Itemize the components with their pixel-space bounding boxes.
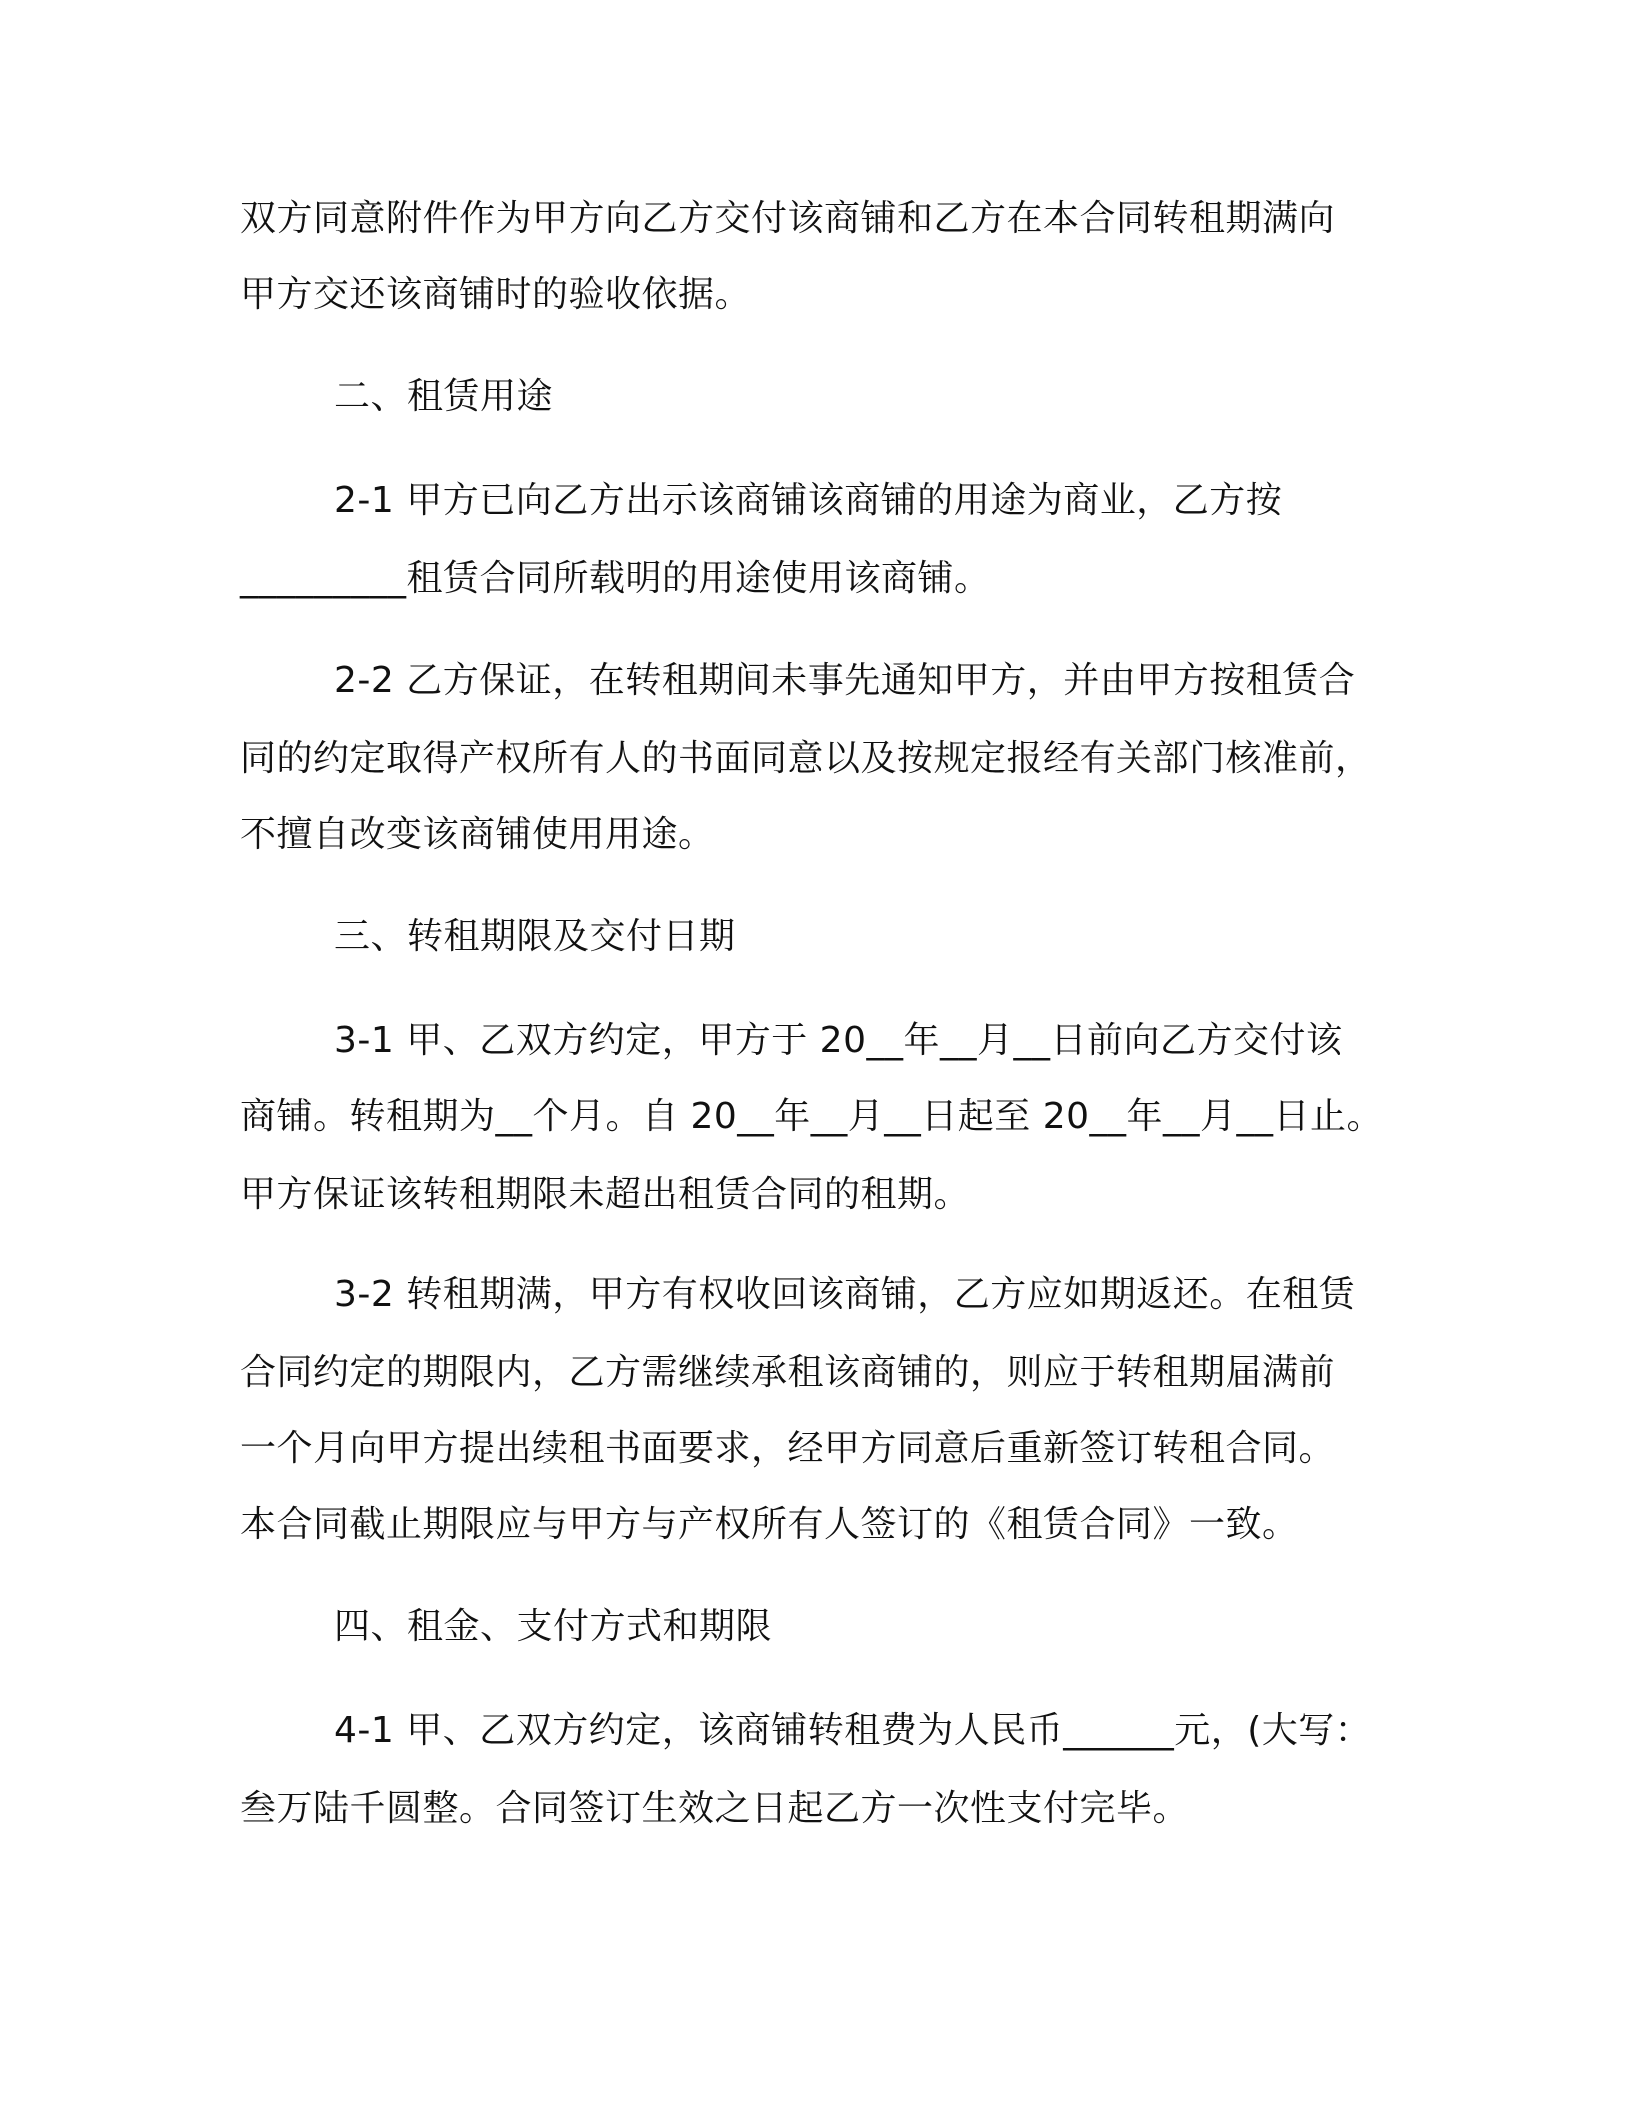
clause-line: 甲方保证该转租期限未超出租赁合同的租期。 [240,1174,971,1215]
clause-line: 4-1 甲、乙双方约定，该商铺转租费为人民币______元，(大写： [334,1710,1372,1751]
clause-line: 同的约定取得产权所有人的书面同意以及按规定报经有关部门核准前， [240,738,1372,779]
clause-line: 商铺。转租期为__个月。自 20__年__月__日起至 20__年__月__日止。 [240,1096,1384,1137]
clause-line: 不擅自改变该商铺使用用途。 [240,814,715,855]
clause-line: 一个月向甲方提出续租书面要求，经甲方同意后重新签订转租合同。 [240,1428,1336,1469]
clause-line: 2-2 乙方保证，在转租期间未事先通知甲方，并由甲方按租赁合 [334,660,1356,701]
clause-line: 3-1 甲、乙双方约定，甲方于 20__年__月__日前向乙方交付该 [334,1020,1343,1061]
clause-line: 叁万陆千圆整。合同签订生效之日起乙方一次性支付完毕。 [240,1788,1190,1829]
clause-line: 2-1 甲方已向乙方出示该商铺该商铺的用途为商业，乙方按 [334,480,1283,521]
section-heading: 二、租赁用途 [334,376,554,417]
clause-line: 3-2 转租期满，甲方有权收回该商铺，乙方应如期返还。在租赁 [334,1274,1356,1315]
section-heading: 三、转租期限及交付日期 [334,916,736,957]
clause-line: 合同约定的期限内，乙方需继续承租该商铺的，则应于转租期届满前 [240,1352,1336,1393]
clause-line: 本合同截止期限应与甲方与产权所有人签订的《租赁合同》一致。 [240,1504,1299,1545]
section-heading: 四、租金、支付方式和期限 [334,1606,773,1647]
clause-line: _________租赁合同所载明的用途使用该商铺。 [240,558,991,599]
paragraph-line: 甲方交还该商铺时的验收依据。 [240,274,752,315]
paragraph-line: 双方同意附件作为甲方向乙方交付该商铺和乙方在本合同转租期满向 [240,198,1336,239]
